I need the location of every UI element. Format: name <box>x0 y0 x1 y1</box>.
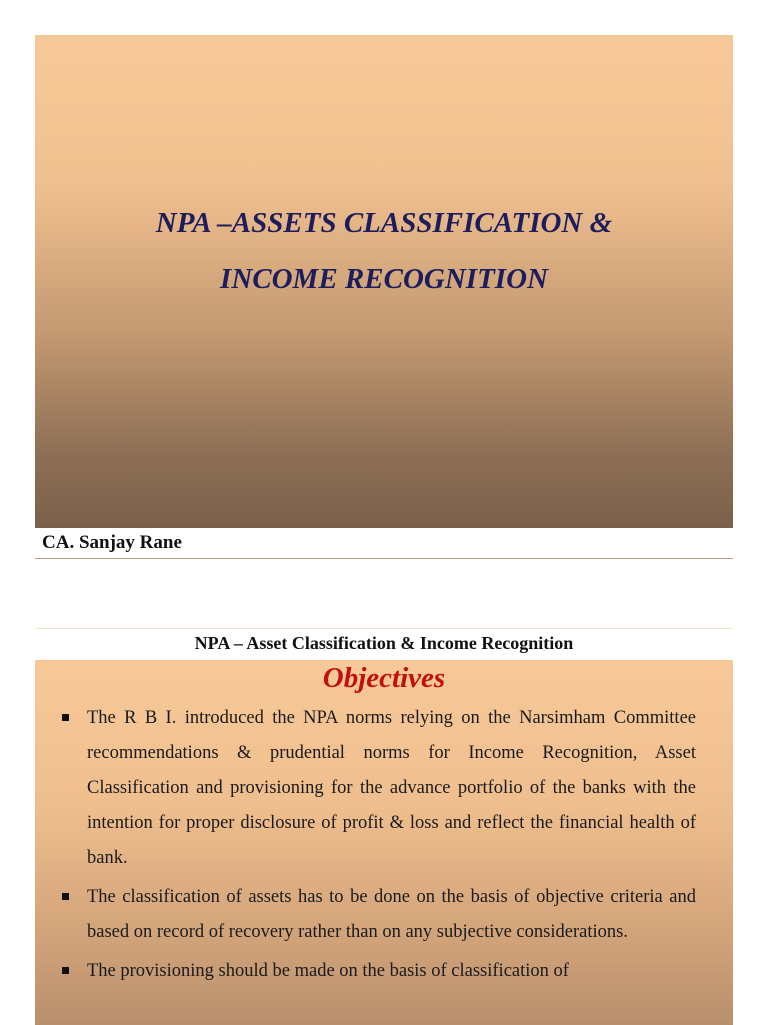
list-item-text: The classification of assets has to be done on the basis of objective criteria and based on record of recovery rather than on any subjective considerations. <box>87 887 696 942</box>
slide-header: NPA – Asset Classification & Income Recognition <box>194 633 574 653</box>
list-item-text: The provisioning should be made on the basis of classification of <box>87 961 569 981</box>
slide-title-line-2: INCOME RECOGNITION <box>220 263 548 295</box>
list-item-text: The R B I. introduced the NPA norms relying on the Narsimham Committee recommendations & prudential norms for Income Recognition, Asset Classification and provisioning for the advance portfolio of the banks with the intention for proper disclosure of profit & loss and reflect the financial health of bank. <box>87 708 696 868</box>
objectives-list <box>87 701 696 993</box>
list-item <box>87 701 696 876</box>
title-slide <box>35 35 733 528</box>
author-bar <box>35 528 733 559</box>
square-bullet-icon <box>62 714 69 721</box>
list-item <box>87 954 696 989</box>
square-bullet-icon <box>62 893 69 900</box>
list-item <box>87 880 696 950</box>
objectives-slide <box>35 628 733 1025</box>
slide-title <box>35 195 733 307</box>
objectives-heading: Objectives <box>322 662 446 694</box>
slide-title-line-1: NPA –ASSETS CLASSIFICATION & <box>155 207 613 239</box>
square-bullet-icon <box>62 967 69 974</box>
author-name: CA. Sanjay Rane <box>42 532 182 553</box>
